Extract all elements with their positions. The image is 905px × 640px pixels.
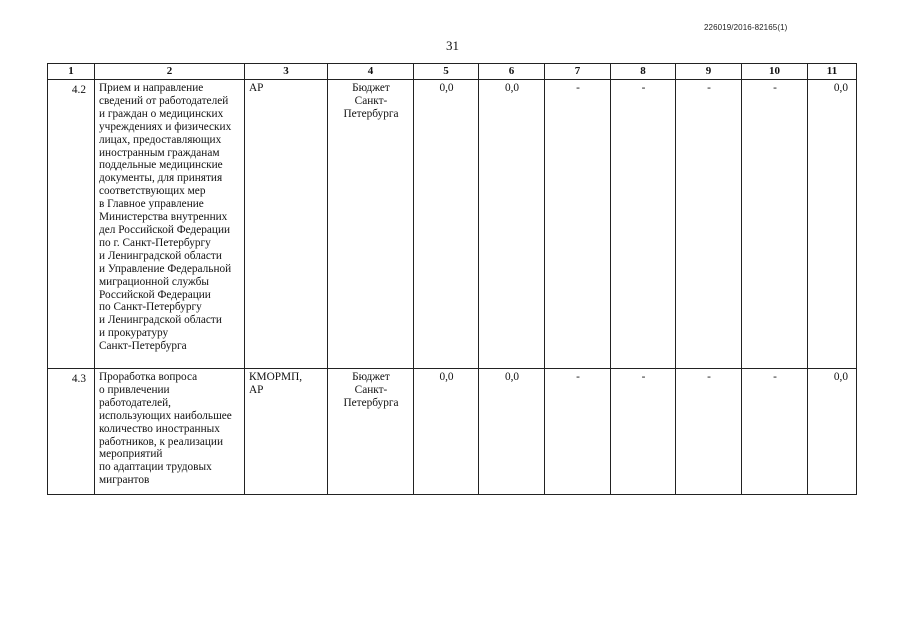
measure-name-line: в Главное управление <box>99 198 204 211</box>
measure-name-line: работников, к реализации <box>99 435 224 448</box>
measure-name-line: по адаптации трудовых <box>99 461 212 474</box>
document-registration-code: 226019/2016-82165(1) <box>704 23 788 32</box>
column-header: 7 <box>545 64 611 80</box>
funding-source-line: Бюджет <box>352 371 390 383</box>
measure-name-line: Проработка вопроса <box>99 371 198 383</box>
amount-col-11: 0,0 <box>808 80 857 369</box>
item-number: 4.2 <box>48 80 95 369</box>
amount-col-8: - <box>611 369 676 495</box>
measure-name-line: и Ленинградской области <box>99 249 222 262</box>
amount-col-7: - <box>545 80 611 369</box>
executor-line: АР <box>249 82 264 94</box>
executor-line: КМОРМП, <box>249 371 303 383</box>
funding-source-line: Санкт- <box>354 94 388 107</box>
measure-name-line: иностранным гражданам <box>99 146 220 159</box>
measure-name-line: сведений от работодателей <box>99 94 229 107</box>
measure-name-line: Прием и направление <box>99 82 204 94</box>
funding-source-line: Санкт- <box>354 383 388 396</box>
amount-col-9: - <box>676 80 742 369</box>
measure-name <box>95 80 245 369</box>
amount-col-7: - <box>545 369 611 495</box>
amount-col-8: - <box>611 80 676 369</box>
measure-name-line: мероприятий <box>99 448 163 461</box>
amount-col-5: 0,0 <box>414 369 479 495</box>
measure-name-line: по Санкт-Петербургу <box>99 301 202 314</box>
amount-col-10: - <box>742 80 808 369</box>
measure-name-line: и Ленинградской области <box>99 314 222 327</box>
funding-source-line: Бюджет <box>352 82 390 94</box>
measure-name-line: о привлечении <box>99 383 170 396</box>
measure-name-line: соответствующих мер <box>99 185 206 198</box>
funding-source-line: Петербурга <box>343 396 399 409</box>
page-number: 31 <box>446 38 459 53</box>
measure-name-line: и прокуратуру <box>99 327 169 340</box>
amount-col-10: - <box>742 369 808 495</box>
amount-col-9: - <box>676 369 742 495</box>
funding-source <box>328 80 414 369</box>
table-row <box>48 369 857 495</box>
column-header: 1 <box>48 64 95 80</box>
measure-name-line: лицах, предоставляющих <box>99 133 222 146</box>
amount-col-6: 0,0 <box>479 369 545 495</box>
measure-name-line: поддельные медицинские <box>99 159 223 172</box>
funding-source <box>328 369 414 495</box>
amount-col-11: 0,0 <box>808 369 857 495</box>
measure-name-line: и Управление Федеральной <box>99 262 232 275</box>
column-header: 6 <box>479 64 545 80</box>
executor <box>245 369 328 495</box>
measure-name-line: по г. Санкт-Петербургу <box>99 236 211 249</box>
executor-line: АР <box>249 383 264 396</box>
measures-table <box>47 63 857 495</box>
measure-name-line: мигрантов <box>99 474 150 487</box>
table-row <box>48 80 857 369</box>
measure-name-line: дел Российской Федерации <box>99 223 231 236</box>
executor <box>245 80 328 369</box>
measure-name-line: и граждан о медицинских <box>99 107 224 120</box>
column-header: 9 <box>676 64 742 80</box>
measure-name-line: количество иностранных <box>99 422 220 435</box>
measure-name-line: работодателей, <box>99 396 171 409</box>
measure-name <box>95 369 245 495</box>
column-header: 10 <box>742 64 808 80</box>
column-header: 8 <box>611 64 676 80</box>
column-header: 2 <box>95 64 245 80</box>
measure-name-line: миграционной службы <box>99 275 209 288</box>
funding-source-line: Петербурга <box>343 107 399 120</box>
measure-name-line: Санкт-Петербурга <box>99 340 187 353</box>
column-header: 5 <box>414 64 479 80</box>
amount-col-5: 0,0 <box>414 80 479 369</box>
column-number-row <box>48 64 857 80</box>
measure-name-line: Министерства внутренних <box>99 211 228 224</box>
amount-col-6: 0,0 <box>479 80 545 369</box>
measure-name-line: документы, для принятия <box>99 172 223 185</box>
column-header: 3 <box>245 64 328 80</box>
measure-name-line: учреждениях и физических <box>99 120 232 133</box>
measure-name-line: использующих наибольшее <box>99 409 232 422</box>
column-header: 11 <box>808 64 857 80</box>
column-header: 4 <box>328 64 414 80</box>
measure-name-line: Российской Федерации <box>99 288 211 301</box>
item-number: 4.3 <box>48 369 95 495</box>
